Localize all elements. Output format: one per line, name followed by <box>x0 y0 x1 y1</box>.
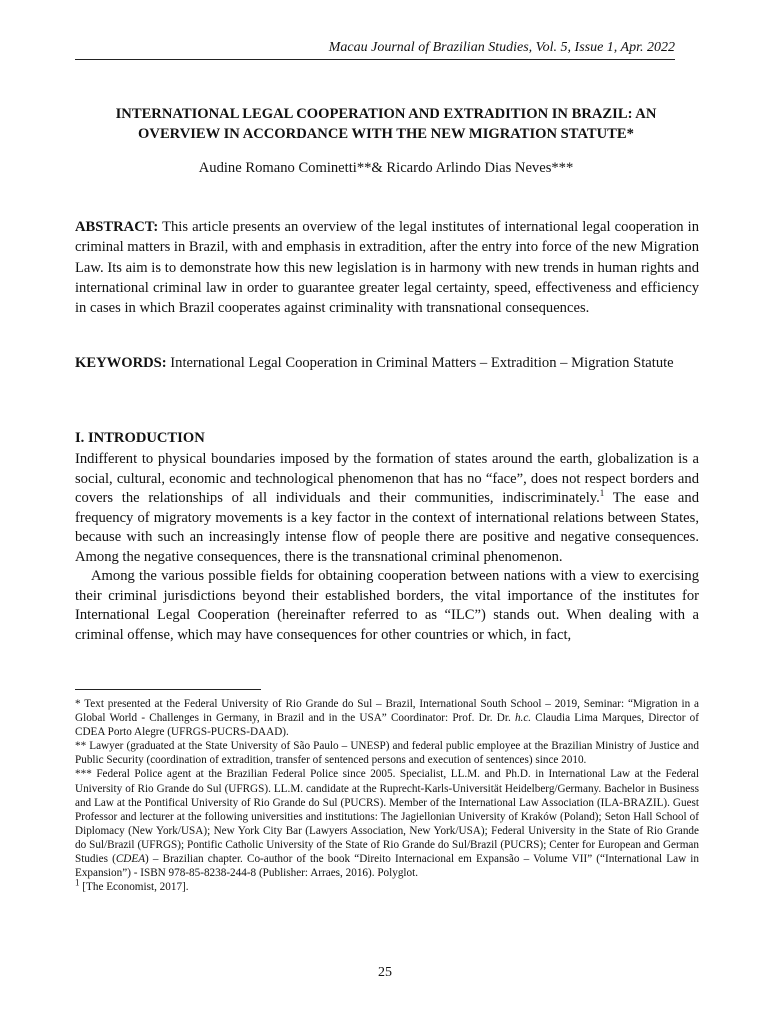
footnote-star-text-a: * Text presented at the Federal University of Rio Grande do Sul – Brazil, International South School – 2019, Seminar: “Migration in a Global World - Challenges in Germany, in Brazil and in the USA” Coordinator: Prof. Dr. Dr. <box>75 698 699 725</box>
footnote-star <box>75 697 699 739</box>
footnote-1 <box>75 877 699 894</box>
abstract <box>75 217 699 318</box>
abstract-text: This article presents an overview of the legal institutes of international legal cooperation in criminal matters in Brazil, with and emphasis in extradition, after the entry into force of the new Migration Law. Its aim is to demonstrate how this new legislation is in harmony with new trends in human rights and international criminal law in order to guarantee greater legal certainty, speed, effectiveness and efficiency in cases in which Brazil cooperates against criminality with transnational consequences. <box>75 219 699 317</box>
footnote-triple-text-b: ) – Brazilian chapter. Co-author of the book “Direito Internacional em Expansão – Volume VII” (“International Law in Expansion”) - ISBN 978-85-8238-244-8 (Publisher: Arraes, 2016). Polyglot. <box>75 853 700 880</box>
footnote-star-text-b: Claudia Lima Marques, Director of CDEA Porto Alegre (UFRGS-PUCRS-DAAD). <box>75 712 699 739</box>
keywords <box>75 353 699 373</box>
footnote-1-text: [The Economist, 2017]. <box>79 881 189 894</box>
intro-p1-text-b: The ease and frequency of migratory movements is a key factor in the context of international relations between States, because with such an increasingly intense flow of people there are positive and negative consequences. Among the negative consequences, there is the transnational criminal phenomenon. <box>75 490 700 565</box>
article-title: INTERNATIONAL LEGAL COOPERATION AND EXTRADITION IN BRAZIL: AN OVERVIEW IN ACCORDANCE WITH THE NEW MIGRATION STATUTE* <box>115 106 657 142</box>
footnote-separator <box>75 689 261 690</box>
footnote-ref-1: 1 <box>599 488 605 499</box>
footnote-star-hc: h.c. <box>514 712 532 725</box>
intro-paragraph-2: Among the various possible fields for obtaining cooperation between nations with a view to exercising their criminal jurisdictions beyond their established borders, the vital importance of the institutes for International Legal Cooperation (hereinafter referred to as “ILC”) stands out. When dealing with a criminal offense, which may have consequences for other countries or which, in fact, <box>75 568 699 643</box>
footnote-triple-cdea: CDEA <box>115 853 146 866</box>
footnotes <box>75 697 699 894</box>
intro-paragraph-1 <box>75 450 699 567</box>
journal-header: Macau Journal of Brazilian Studies, Vol. 5, Issue 1, Apr. 2022 <box>75 40 675 60</box>
footnote-triple-star <box>75 767 699 880</box>
abstract-label: ABSTRACT: <box>75 219 159 235</box>
footnote-triple-text-a: *** Federal Police agent at the Brazilian Federal Police since 2005. Specialist, LL.M. and Ph.D. in International Law at the Federal University of Rio Grande do Sul (UFRGS). LL.M. candidate at the Ruprecht-Karls-Universität Heidelberg/Germany. Bachelor in Business and Law at the Pontifical University of Rio Grande do Sul (PUCRS). Member of the International Law Association (ILA-BRAZIL). Guest Professor and lecturer at the following universities and institutions: The Jagiellonian University of Kraków (Poland); Seton Hall School of Diplomacy (New York/USA); New York City Bar (Lawyers Association, New York/USA); Federal University in the State of Rio Grande do Sul/Brazil (UFRGS); Pontific Catholic University of the State of Rio Grande do Sul/Brazil (PUCRS); Center for European and German Studies ( <box>75 768 699 866</box>
intro-p1-text-a: Indifferent to physical boundaries imposed by the formation of states around the earth, globalization is a social, cultural, economic and technological phenomenon that has no “face”, does not respect borders and covers the relationships of all individuals and their communities, indiscriminately. <box>75 451 699 506</box>
footnote-1-number: 1 <box>75 877 80 888</box>
keywords-text: International Legal Cooperation in Criminal Matters – Extradition – Migration Statute <box>170 355 674 371</box>
introduction-body <box>75 450 699 645</box>
footnote-double-star: ** Lawyer (graduated at the State University of São Paulo – UNESP) and federal public employee at the Brazilian Ministry of Justice and Public Security (coordination of extradition, transfer of sentenced persons and execution of sentences) since 2010. <box>75 740 699 767</box>
keywords-label: KEYWORDS: <box>75 355 167 371</box>
authors-line: Audine Romano Cominetti**& Ricardo Arlindo Dias Neves*** <box>198 160 574 176</box>
section-heading: I. INTRODUCTION <box>75 430 205 446</box>
page-number: 25 <box>378 965 392 980</box>
